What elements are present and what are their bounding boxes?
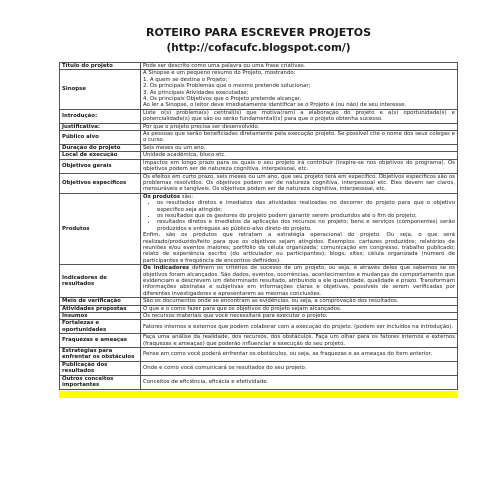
row-line: Impactos em longo prazo para os quais o seu projeto irá contribuir (inspire-se nos objetivos do programa). Os objetivos podem ser de natureza cognitiva, interpessoal, etc.: [143, 159, 455, 173]
row-line: Onde e como você comunicará os resultados do seu projeto.: [143, 365, 307, 372]
row-line: Os efeitos em curto prazo, seis meses ou um ano, que seu projeto terá em específico. Objetivos específicos são os problemas resolvidos. Os objetivos podem ser de natureza cognitiva, interpessoal etc. Eles devem ser claros, mensuráveis e tangíveis. Os objetivos podem ser de natureza cognitiva, interpessoal, etc.: [143, 173, 455, 193]
row-label: Justificativa:: [60, 123, 141, 130]
row-content: [141, 123, 458, 130]
table-row: [60, 298, 458, 305]
row-content: [141, 131, 458, 145]
table-row: [60, 193, 458, 264]
row-label: Indicadores de resultados: [60, 265, 141, 298]
row-content: [141, 63, 458, 70]
row-line: São os documentos onde se encontram as evidências, ou seja, a comprovação dos resultados.: [143, 298, 399, 305]
table-row: [60, 173, 458, 193]
row-label: Sinopse: [60, 70, 141, 109]
row-line: 4. Os principais Objetivos que o Projeto pretende alcançar.: [143, 96, 302, 103]
row-content: [141, 375, 458, 389]
table-row: [60, 123, 458, 130]
row-content: [141, 320, 458, 334]
row-content: [141, 173, 458, 193]
row-line: O que e o como fazer para que os objetivos do projeto sejam alcançados.: [143, 305, 342, 312]
row-label: Título do projeto: [60, 63, 141, 70]
row-bullet-list: [143, 200, 455, 232]
row-line: Pode ser descrito como uma palavra ou uma frase criativas.: [143, 63, 306, 69]
row-line: Ao ler a Sinopse, o leitor deve imediatamente identificar se o Projeto é (ou não) de seu interesse.: [143, 102, 407, 109]
row-label: Insumos: [60, 313, 141, 320]
list-item: • resultados diretos e imediatos da aplicação dos recursos no projeto; bens e serviços (componentes) serão produzidos e entregues ao público-alvo direto do projeto.: [157, 219, 455, 232]
row-label: Local de execução: [60, 152, 141, 159]
row-label: Meio de verificação: [60, 298, 141, 305]
row-line: 2. Os principais Problemas que o mesmo pretende solucionar;: [143, 83, 311, 90]
table-row: [60, 305, 458, 312]
row-label: Público alvo: [60, 131, 141, 145]
row-line: 1. A quem se destina o Projeto;: [143, 76, 228, 83]
table-row: [60, 334, 458, 348]
row-line: Liste o(s) problema(s) central(is) que motiva(ram) a elaboração do projeto e a(s) oportunidade(s) e potencialidade(s) que são ou serão fundamental(is) para que o projeto obtenha sucesso.: [143, 109, 455, 123]
row-intro: [143, 265, 455, 297]
table-row: [60, 348, 458, 362]
row-label: Duração do projeto: [60, 144, 141, 151]
row-intro-text: são:: [180, 193, 194, 200]
table-row: [60, 109, 458, 123]
document-subtitle: (http://cofacufc.blogspot.com/): [166, 42, 351, 54]
row-line: As pessoas que serão beneficiadas diretamente pela execução projeto. Se possível cite o nome dos seus colegas e o curso.: [143, 131, 455, 144]
row-label: Objetivos específicos: [60, 173, 141, 193]
row-label: Fraquezas e ameaças: [60, 334, 141, 348]
row-label: Produtos: [60, 193, 141, 264]
row-content: [141, 159, 458, 173]
table-row: [60, 144, 458, 151]
row-content: [141, 305, 458, 312]
row-content: [141, 313, 458, 320]
row-line: 3. As principais Atividades executadas;: [143, 89, 249, 96]
table-row: [60, 70, 458, 109]
row-label: Outros conceitos importantes: [60, 375, 141, 389]
table-row: [60, 320, 458, 334]
table-row: [60, 63, 458, 70]
row-label: Estratégias para enfrentar os obstáculos: [60, 348, 141, 362]
row-line: Pense em como você poderá enfrentar os obstáculos, ou seja, as fraquezas e as ameaças do item anterior.: [143, 351, 433, 358]
table-row: [60, 131, 458, 145]
row-line: Unidade acadêmica, bloco etc.: [143, 152, 227, 159]
row-line: Por que o projeto precisa ser desenvolvido.: [143, 123, 260, 130]
row-line: Os recursos materiais que você necessitará para executar o projeto.: [143, 313, 328, 320]
roteiro-table-body: [60, 63, 458, 390]
row-content: [141, 144, 458, 151]
row-label: Objetivos gerais: [60, 159, 141, 173]
row-content: [141, 152, 458, 159]
row-content: [141, 334, 458, 348]
table-row: [60, 159, 458, 173]
row-intro-text: definem os critérios de sucesso de um projeto, ou seja, é através deles que sabemos se os objetivos foram alcançados. São dados, eventos, ocorrências, acontecimentos e mudanças de comportamento que evidenciam e descrevem um determinado resultado, atribuindo a ele quantidade, qualidade e prazo. Transformam informações abstratas e subjetivas em informações claras e objetivas, possíveis de serem verificadas por diferentes investigadores e apresentarem as mesmas conclusões.: [143, 265, 456, 297]
table-row: [60, 375, 458, 389]
table-row: [60, 152, 458, 159]
yellow-highlight-bar: [59, 391, 458, 398]
row-content: [141, 109, 458, 123]
row-label: Atividades propostas: [60, 305, 141, 312]
roteiro-table: [59, 62, 458, 390]
row-line: Conceitos de eficiência, eficácia e efetividade.: [143, 378, 269, 385]
row-content: [141, 298, 458, 305]
row-line: A Sinopse é um pequeno resumo do Projeto, mostrando:: [143, 70, 296, 77]
row-line: Seis meses ou um ano.: [143, 144, 206, 151]
row-label: Fortalezas e oportunidades: [60, 320, 141, 334]
table-row: [60, 265, 458, 298]
table-row: [60, 361, 458, 375]
row-content: [141, 265, 458, 298]
row-content: [141, 348, 458, 362]
list-item: • os resultados diretos e imediatos das atividades realizadas no decorrer do projeto para que o objetivo específico seja atingido;: [157, 200, 455, 213]
row-line: Enfim, são os produtos que retratam a estratégia operacional do projeto. Ou seja, o que será realizado/produzido/feito para que os objetivos sejam atingidos. Exemplos: cartazes produzidos; relatórios de reuniões e/ou eventos maiores; portfólio da célula organizada; comunicação em congresso, trabalho publicado; relato de experiência escrito (do articulador ou participantes); blogs, sites; célula organizada (número de participantes e frequência de encontros definidos).: [143, 232, 455, 264]
row-intro-bold: Os produtos: [143, 193, 181, 200]
row-label: Publicação dos resultados: [60, 361, 141, 375]
row-line: Faça uma análise da realidade, dos recursos, dos obstáculos. Faça um olhar para os fatores internos e externos (fraquezas e ameaças) que poderão influenciar a execução do seu projeto.: [143, 334, 455, 347]
row-intro-bold: Os indicadores: [143, 265, 190, 272]
row-content: [141, 361, 458, 375]
row-content: [141, 70, 458, 109]
row-line: Fatores internos e externos que podem colaborar com a execução do projeto. (podem ser incluídos na introdução).: [143, 323, 454, 330]
row-content: [141, 193, 458, 264]
list-item: • os resultados que os gestores do projeto podem garantir serem produzidos até o fim do projeto;: [157, 213, 455, 219]
row-label: Introdução:: [60, 109, 141, 123]
document-title: ROTEIRO PARA ESCREVER PROJETOS: [145, 26, 372, 39]
table-row: [60, 313, 458, 320]
